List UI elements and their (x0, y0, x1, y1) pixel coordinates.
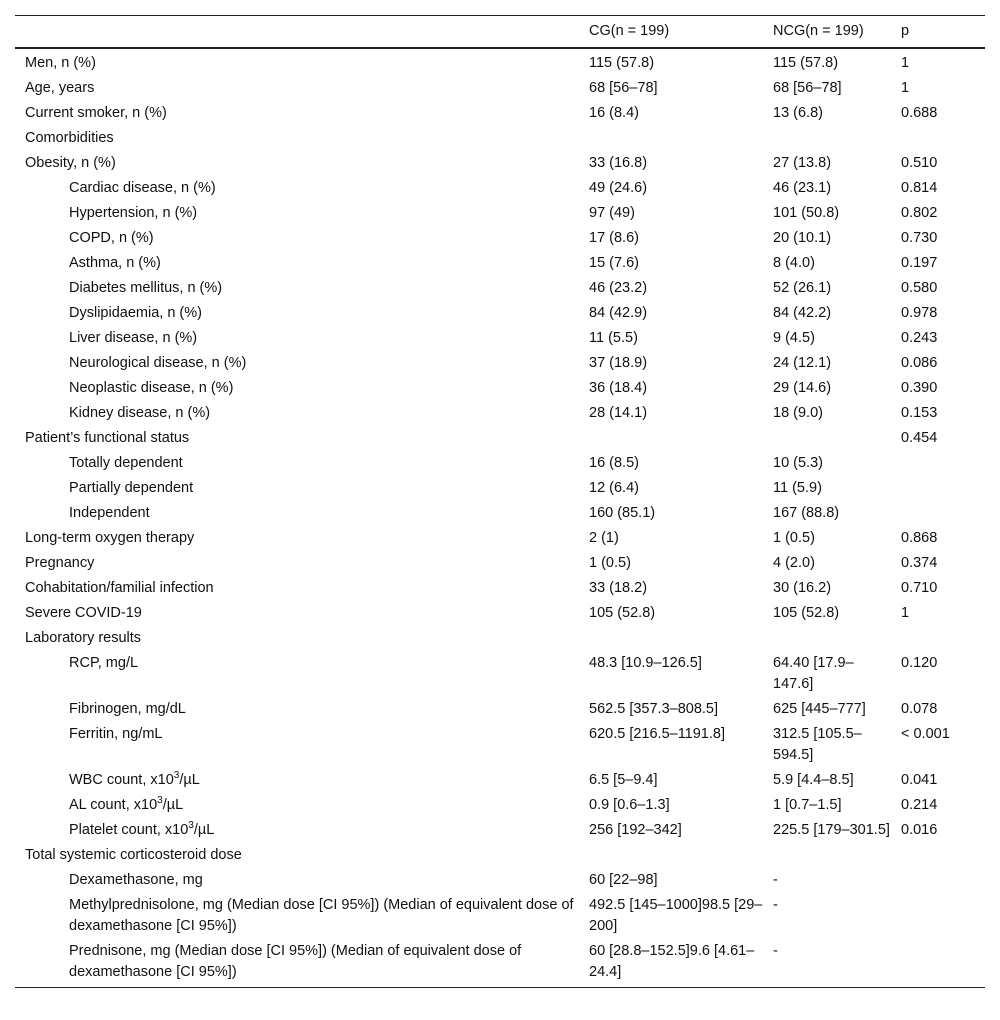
ncg-value: 4 (2.0) (773, 554, 815, 571)
p-value: 0.580 (901, 279, 938, 296)
p-value: 0.086 (901, 354, 938, 371)
row-label-superscript: 3 (173, 769, 180, 781)
ncg-value: 64.40 [17.9–147.6] (773, 654, 854, 692)
p-value: 1 (901, 604, 910, 621)
ncg-value: 10 (5.3) (773, 454, 823, 471)
table-row (15, 868, 985, 893)
row-label-text: COPD, n (%) (69, 229, 154, 246)
cg-value: 68 [56–78] (589, 79, 658, 96)
row-label (15, 176, 579, 201)
p-value: 0.454 (901, 429, 938, 446)
table-row (15, 843, 985, 868)
ncg-value: 27 (13.8) (773, 154, 832, 171)
row-label (15, 601, 579, 626)
ncg-value: 5.9 [4.4–8.5] (773, 771, 854, 788)
row-label-text: Kidney disease, n (%) (69, 404, 211, 421)
table-row (15, 551, 985, 576)
p-value: 0.688 (901, 104, 938, 121)
ncg-value: 18 (9.0) (773, 404, 823, 421)
row-label (15, 551, 579, 576)
ncg-value: 24 (12.1) (773, 354, 832, 371)
row-label (15, 401, 579, 426)
cg-value: 256 [192–342] (589, 821, 682, 838)
ncg-value: 30 (16.2) (773, 579, 832, 596)
cg-value: 2 (1) (589, 529, 619, 546)
table-row (15, 793, 985, 818)
p-value (891, 476, 985, 501)
row-label-text: Total systemic corticosteroid dose (25, 846, 242, 863)
row-label (15, 151, 579, 176)
row-label-text: Diabetes mellitus, n (%) (69, 279, 223, 296)
cg-value: 49 (24.6) (589, 179, 648, 196)
ncg-value: 46 (23.1) (773, 179, 832, 196)
table-row (15, 697, 985, 722)
table-row (15, 939, 985, 988)
row-label-text: Patient’s functional status (25, 429, 190, 446)
table-row (15, 251, 985, 276)
ncg-value: 225.5 [179–301.5] (773, 821, 890, 838)
p-value: 0.390 (901, 379, 938, 396)
ncg-value: - (773, 871, 778, 888)
row-label (15, 939, 579, 988)
row-label-unit: /µL (179, 771, 200, 788)
row-label (15, 251, 579, 276)
p-value: < 0.001 (901, 725, 950, 742)
row-label (15, 201, 579, 226)
table-row (15, 101, 985, 126)
cg-value: 115 (57.8) (589, 54, 655, 71)
row-label-text: Pregnancy (25, 554, 95, 571)
row-label (15, 501, 579, 526)
cg-value: 105 (52.8) (589, 604, 656, 621)
table-row (15, 151, 985, 176)
table-row (15, 501, 985, 526)
p-value: 0.153 (901, 404, 938, 421)
table-row (15, 601, 985, 626)
ncg-value: 13 (6.8) (773, 104, 823, 121)
cg-value: 11 (5.5) (589, 329, 638, 346)
p-value: 0.243 (901, 329, 938, 346)
p-value: 0.814 (901, 179, 938, 196)
p-value (891, 501, 985, 526)
row-label (15, 451, 579, 476)
cg-value: 60 [22–98] (589, 871, 658, 888)
cg-value: 562.5 [357.3–808.5] (589, 700, 719, 717)
cg-value: 492.5 [145–1000]98.5 [29–200] (589, 896, 763, 934)
row-label-text: Dyslipidaemia, n (%) (69, 304, 202, 321)
row-label-text: Methylprednisolone, mg (Median dose [CI 95%]) (Median of equivalent dose of dexamethasone [CI 95%]) (69, 896, 574, 934)
p-value: 0.868 (901, 529, 938, 546)
row-label-text: Obesity, n (%) (25, 154, 116, 171)
row-label-text: Cohabitation/familial infection (25, 579, 214, 596)
row-label-text: Comorbidities (25, 129, 114, 146)
header-ncg: NCG(n = 199) (763, 16, 891, 48)
ncg-value: - (773, 896, 778, 913)
p-value: 0.510 (901, 154, 938, 171)
table-row (15, 426, 985, 451)
cg-value: 33 (18.2) (589, 579, 648, 596)
row-label (15, 893, 579, 939)
table-row (15, 576, 985, 601)
cg-value (579, 843, 763, 868)
row-label (15, 48, 579, 76)
row-label (15, 768, 579, 793)
table-row (15, 526, 985, 551)
cg-value: 620.5 [216.5–1191.8] (589, 725, 725, 742)
row-label (15, 793, 579, 818)
ncg-value: 167 (88.8) (773, 504, 840, 521)
row-label-text: Laboratory results (25, 629, 142, 646)
ncg-value: 115 (57.8) (773, 54, 839, 71)
row-label-text: Asthma, n (%) (69, 254, 161, 271)
p-value: 0.374 (901, 554, 938, 571)
table-row (15, 201, 985, 226)
row-label-text: Neurological disease, n (%) (69, 354, 247, 371)
row-label (15, 351, 579, 376)
table-row (15, 126, 985, 151)
table-row (15, 722, 985, 768)
table-row (15, 476, 985, 501)
cg-value: 1 (0.5) (589, 554, 631, 571)
row-label-text: Age, years (25, 79, 95, 96)
p-value (891, 893, 985, 939)
row-label (15, 126, 579, 151)
table-row (15, 893, 985, 939)
table-row (15, 401, 985, 426)
table-row (15, 651, 985, 697)
ncg-value: 11 (5.9) (773, 479, 822, 496)
table-row (15, 48, 985, 76)
table-row (15, 176, 985, 201)
row-label-text: Fibrinogen, mg/dL (69, 700, 186, 717)
p-value (891, 843, 985, 868)
ncg-value: 312.5 [105.5–594.5] (773, 725, 862, 763)
row-label-superscript: 3 (157, 794, 163, 806)
p-value: 0.978 (901, 304, 938, 321)
table-row (15, 818, 985, 843)
cg-value (579, 626, 763, 651)
row-label (15, 697, 579, 722)
cg-value (579, 426, 763, 451)
table-row (15, 76, 985, 101)
p-value (891, 939, 985, 988)
header-row (15, 16, 985, 48)
header-cg: CG(n = 199) (579, 16, 763, 48)
cg-value: 160 (85.1) (589, 504, 656, 521)
row-label-text: Dexamethasone, mg (69, 871, 203, 888)
p-value: 1 (901, 79, 910, 96)
row-label-text: Severe COVID-19 (25, 604, 142, 621)
ncg-value: 29 (14.6) (773, 379, 832, 396)
row-label-superscript: 3 (188, 819, 194, 831)
ncg-value (763, 426, 891, 451)
row-label (15, 651, 579, 697)
table-row (15, 626, 985, 651)
cg-value: 46 (23.2) (589, 279, 648, 296)
p-value: 0.214 (901, 796, 938, 813)
ncg-value (763, 843, 891, 868)
row-label (15, 476, 579, 501)
cg-value: 16 (8.4) (589, 104, 639, 121)
row-label (15, 576, 579, 601)
table-body (15, 48, 985, 988)
p-value: 1 (901, 54, 910, 71)
row-label-unit: /µL (193, 821, 215, 838)
ncg-value (763, 126, 891, 151)
p-value: 0.710 (901, 579, 938, 596)
ncg-value: 68 [56–78] (773, 79, 842, 96)
row-label-text: Current smoker, n (%) (25, 104, 167, 121)
p-value (891, 868, 985, 893)
table-row (15, 376, 985, 401)
p-value: 0.197 (901, 254, 938, 271)
cg-value: 28 (14.1) (589, 404, 648, 421)
p-value: 0.078 (901, 700, 938, 717)
row-label-text: Hypertension, n (%) (69, 204, 198, 221)
cg-value: 15 (7.6) (589, 254, 639, 271)
row-label-text: WBC count, x10 (69, 771, 174, 788)
table-row (15, 451, 985, 476)
row-label-text: Men, n (%) (25, 54, 96, 71)
ncg-value: 9 (4.5) (773, 329, 815, 346)
ncg-value: 101 (50.8) (773, 204, 840, 221)
cg-value: 17 (8.6) (589, 229, 639, 246)
cg-value: 36 (18.4) (589, 379, 648, 396)
p-value: 0.802 (901, 204, 938, 221)
row-label (15, 376, 579, 401)
ncg-value: 84 (42.2) (773, 304, 832, 321)
p-value (891, 626, 985, 651)
row-label (15, 326, 579, 351)
row-label (15, 301, 579, 326)
row-label-text: AL count, x10 (69, 796, 158, 813)
table-header (15, 16, 985, 48)
cg-value: 48.3 [10.9–126.5] (589, 654, 702, 671)
header-p: p (891, 16, 985, 48)
row-label (15, 276, 579, 301)
row-label-unit: /µL (162, 796, 184, 813)
table-row (15, 326, 985, 351)
row-label (15, 76, 579, 101)
row-label (15, 818, 579, 843)
row-label-text: Independent (69, 504, 150, 521)
row-label (15, 526, 579, 551)
cg-value: 0.9 [0.6–1.3] (589, 796, 670, 813)
row-label (15, 101, 579, 126)
row-label (15, 626, 579, 651)
ncg-value: 105 (52.8) (773, 604, 840, 621)
header-variable (15, 16, 579, 48)
row-label-text: Platelet count, x10 (69, 821, 189, 838)
row-label-text: Neoplastic disease, n (%) (69, 379, 234, 396)
p-value: 0.041 (901, 771, 938, 788)
row-label (15, 722, 579, 768)
table-row (15, 351, 985, 376)
cg-value: 6.5 [5–9.4] (589, 771, 658, 788)
cg-value: 33 (16.8) (589, 154, 648, 171)
ncg-value: 8 (4.0) (773, 254, 815, 271)
ncg-value: 52 (26.1) (773, 279, 832, 296)
p-value: 0.120 (901, 654, 938, 671)
table-row (15, 768, 985, 793)
cg-value: 84 (42.9) (589, 304, 648, 321)
row-label-text: Long-term oxygen therapy (25, 529, 195, 546)
ncg-value: 20 (10.1) (773, 229, 832, 246)
row-label (15, 868, 579, 893)
ncg-value: 1 (0.5) (773, 529, 815, 546)
row-label-text: Ferritin, ng/mL (69, 725, 163, 742)
cg-value: 97 (49) (589, 204, 635, 221)
cg-value: 12 (6.4) (589, 479, 639, 496)
row-label (15, 426, 579, 451)
ncg-value: 1 [0.7–1.5] (773, 796, 842, 813)
ncg-value (763, 626, 891, 651)
cg-value: 60 [28.8–152.5]9.6 [4.61–24.4] (579, 939, 763, 988)
table-row (15, 276, 985, 301)
table-row (15, 226, 985, 251)
baseline-characteristics-table (15, 15, 985, 988)
row-label (15, 226, 579, 251)
row-label-text: Partially dependent (69, 479, 194, 496)
row-label-text: Liver disease, n (%) (69, 329, 198, 346)
p-value: 0.730 (901, 229, 938, 246)
row-label (15, 843, 579, 868)
cg-value: 16 (8.5) (589, 454, 639, 471)
p-value (891, 451, 985, 476)
p-value (891, 126, 985, 151)
p-value: 0.016 (901, 821, 938, 838)
row-label-text: Totally dependent (69, 454, 183, 471)
cg-value (579, 126, 763, 151)
table-row (15, 301, 985, 326)
row-label-text: RCP, mg/L (69, 654, 139, 671)
ncg-value: 625 [445–777] (773, 700, 866, 717)
row-label-text: Cardiac disease, n (%) (69, 179, 216, 196)
row-label-text: Prednisone, mg (Median dose [CI 95%]) (Median of equivalent dose of dexamethasone [CI 95%]) (69, 942, 522, 980)
cg-value: 37 (18.9) (589, 354, 648, 371)
ncg-value: - (763, 939, 891, 988)
